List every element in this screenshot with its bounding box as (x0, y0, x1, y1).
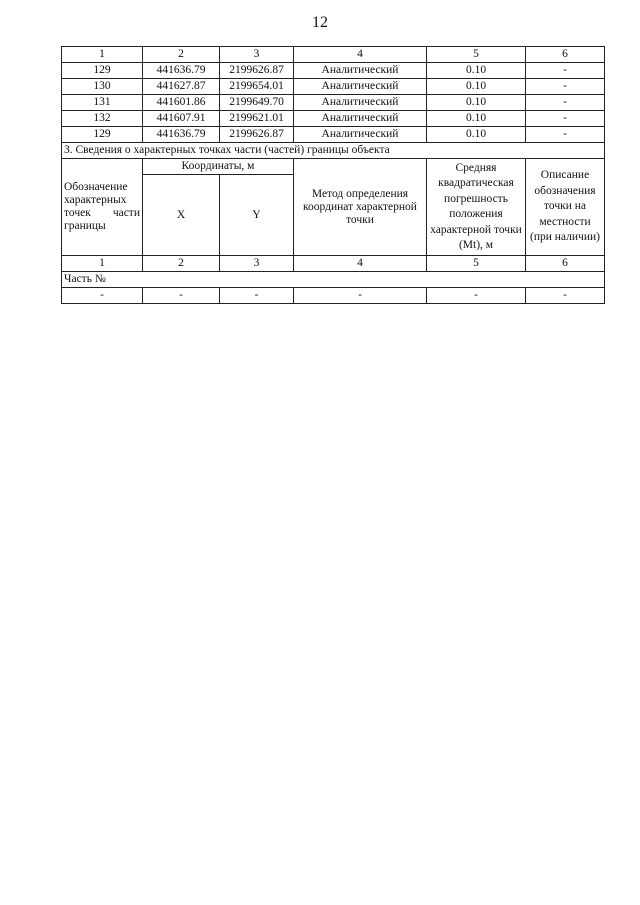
coordinates-group-header: Координаты, м (143, 159, 294, 175)
description-cell: - (526, 79, 605, 95)
empty-cell: - (143, 288, 220, 304)
table-header-row (62, 47, 605, 63)
x-coord-cell: 441607.91 (143, 111, 220, 127)
point-id-cell: 129 (62, 127, 143, 143)
x-coord-cell: 441627.87 (143, 79, 220, 95)
point-id-cell: 131 (62, 95, 143, 111)
empty-cell: - (220, 288, 294, 304)
part-label-row (62, 272, 605, 288)
column-number: 2 (143, 256, 220, 272)
description-cell: - (526, 111, 605, 127)
description-cell: - (526, 63, 605, 79)
x-coord-cell: 441601.86 (143, 95, 220, 111)
column-number: 1 (62, 256, 143, 272)
method-cell: Аналитический (294, 95, 427, 111)
col-error-header: Средняя квадратическая погрешность положения характерной точки (Mt), м (427, 159, 526, 256)
y-coord-cell: 2199654.01 (220, 79, 294, 95)
column-number: 3 (220, 256, 294, 272)
error-cell: 0.10 (427, 111, 526, 127)
table-row (62, 127, 605, 143)
error-cell: 0.10 (427, 63, 526, 79)
empty-cell: - (62, 288, 143, 304)
point-id-cell: 132 (62, 111, 143, 127)
empty-cell: - (526, 288, 605, 304)
method-cell: Аналитический (294, 111, 427, 127)
section-title: 3. Сведения о характерных точках части (частей) границы объекта (62, 143, 605, 159)
description-cell: - (526, 127, 605, 143)
point-id-cell: 130 (62, 79, 143, 95)
table-row (62, 288, 605, 304)
x-coord-cell: 441636.79 (143, 63, 220, 79)
error-cell: 0.10 (427, 95, 526, 111)
table-row (62, 95, 605, 111)
y-coord-cell: 2199621.01 (220, 111, 294, 127)
empty-cell: - (427, 288, 526, 304)
col-point-designation-header: Обозначение характерных точек части границы (62, 159, 143, 256)
page-number: 12 (312, 14, 328, 31)
error-cell: 0.10 (427, 79, 526, 95)
error-cell: 0.10 (427, 127, 526, 143)
part-label: Часть № (62, 272, 605, 288)
y-coord-cell: 2199626.87 (220, 127, 294, 143)
table-row (62, 111, 605, 127)
description-cell: - (526, 95, 605, 111)
boundary-points-table (61, 46, 605, 304)
header-cell: 1 (62, 47, 143, 63)
x-coord-cell: 441636.79 (143, 127, 220, 143)
header-cell: 3 (220, 47, 294, 63)
section-number-row (62, 256, 605, 272)
method-cell: Аналитический (294, 63, 427, 79)
section-header-row-1 (62, 159, 605, 175)
empty-cell: - (294, 288, 427, 304)
col-x-header: X (143, 175, 220, 256)
table-row (62, 79, 605, 95)
col-description-header: Описание обозначения точки на местности (при наличии) (526, 159, 605, 256)
method-cell: Аналитический (294, 79, 427, 95)
col-method-header: Метод определения координат характерной точки (294, 159, 427, 256)
table-row (62, 63, 605, 79)
column-number: 4 (294, 256, 427, 272)
method-cell: Аналитический (294, 127, 427, 143)
y-coord-cell: 2199649.70 (220, 95, 294, 111)
y-coord-cell: 2199626.87 (220, 63, 294, 79)
header-cell: 6 (526, 47, 605, 63)
column-number: 6 (526, 256, 605, 272)
section-title-row (62, 143, 605, 159)
header-cell: 5 (427, 47, 526, 63)
point-id-cell: 129 (62, 63, 143, 79)
header-cell: 4 (294, 47, 427, 63)
header-cell: 2 (143, 47, 220, 63)
col-y-header: Y (220, 175, 294, 256)
column-number: 5 (427, 256, 526, 272)
